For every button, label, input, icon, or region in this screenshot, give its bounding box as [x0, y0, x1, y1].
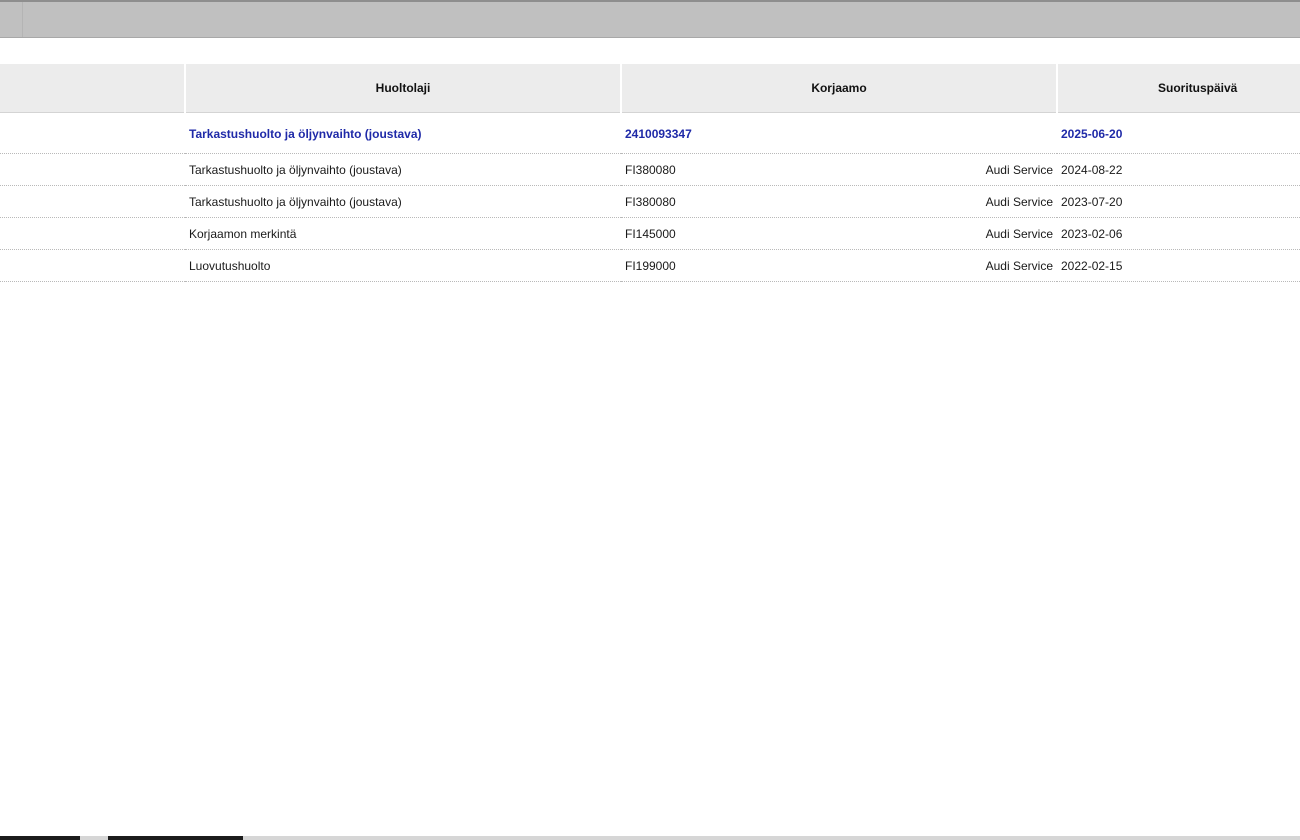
completion-date-cell: 2024-08-22	[1057, 154, 1300, 186]
workshop-cell	[621, 250, 1057, 282]
service-type-cell: Luovutushuolto	[185, 250, 621, 282]
table-row[interactable]	[0, 186, 1300, 218]
row-blank-cell	[0, 186, 185, 218]
table-row-next-service[interactable]	[0, 113, 1300, 154]
completion-date-cell: 2025-06-20	[1057, 113, 1300, 154]
table-row[interactable]	[0, 154, 1300, 186]
service-type-cell: Tarkastushuolto ja öljynvaihto (joustava)	[185, 113, 621, 154]
workshop-name: Audi Service	[985, 162, 1053, 177]
workshop-cell	[621, 113, 1057, 154]
workshop-code: FI380080	[625, 194, 676, 209]
row-blank-cell	[0, 154, 185, 186]
bottom-tab[interactable]	[0, 836, 80, 840]
column-header-completion-date[interactable]: Suorituspäivä	[1057, 64, 1300, 113]
service-type-cell: Tarkastushuolto ja öljynvaihto (joustava)	[185, 186, 621, 218]
row-blank-cell	[0, 218, 185, 250]
completion-date-cell: 2022-02-15	[1057, 250, 1300, 282]
workshop-cell	[621, 186, 1057, 218]
service-type-cell: Tarkastushuolto ja öljynvaihto (joustava)	[185, 154, 621, 186]
completion-date-cell: 2023-02-06	[1057, 218, 1300, 250]
table-row[interactable]	[0, 250, 1300, 282]
column-header-service-type[interactable]: Huoltolaji	[185, 64, 621, 113]
workshop-cell	[621, 154, 1057, 186]
table-header-row	[0, 64, 1300, 113]
row-blank-cell	[0, 250, 185, 282]
workshop-code: FI199000	[625, 258, 676, 273]
title-bar	[0, 2, 1300, 38]
workshop-name: Audi Service	[985, 194, 1053, 209]
column-header-workshop[interactable]: Korjaamo	[621, 64, 1057, 113]
workshop-code: FI380080	[625, 162, 676, 177]
title-bar-divider	[22, 2, 23, 37]
workshop-name: Audi Service	[985, 226, 1053, 241]
table-row[interactable]	[0, 218, 1300, 250]
workshop-cell	[621, 218, 1057, 250]
column-header-blank[interactable]	[0, 64, 185, 113]
service-history-table	[0, 64, 1300, 282]
row-blank-cell	[0, 113, 185, 154]
bottom-tab[interactable]	[108, 836, 243, 840]
bottom-tab-strip	[0, 836, 1300, 840]
service-type-cell: Korjaamon merkintä	[185, 218, 621, 250]
completion-date-cell: 2023-07-20	[1057, 186, 1300, 218]
workshop-name: Audi Service	[985, 258, 1053, 273]
workshop-code: FI145000	[625, 226, 676, 241]
workshop-code: 2410093347	[625, 127, 692, 141]
